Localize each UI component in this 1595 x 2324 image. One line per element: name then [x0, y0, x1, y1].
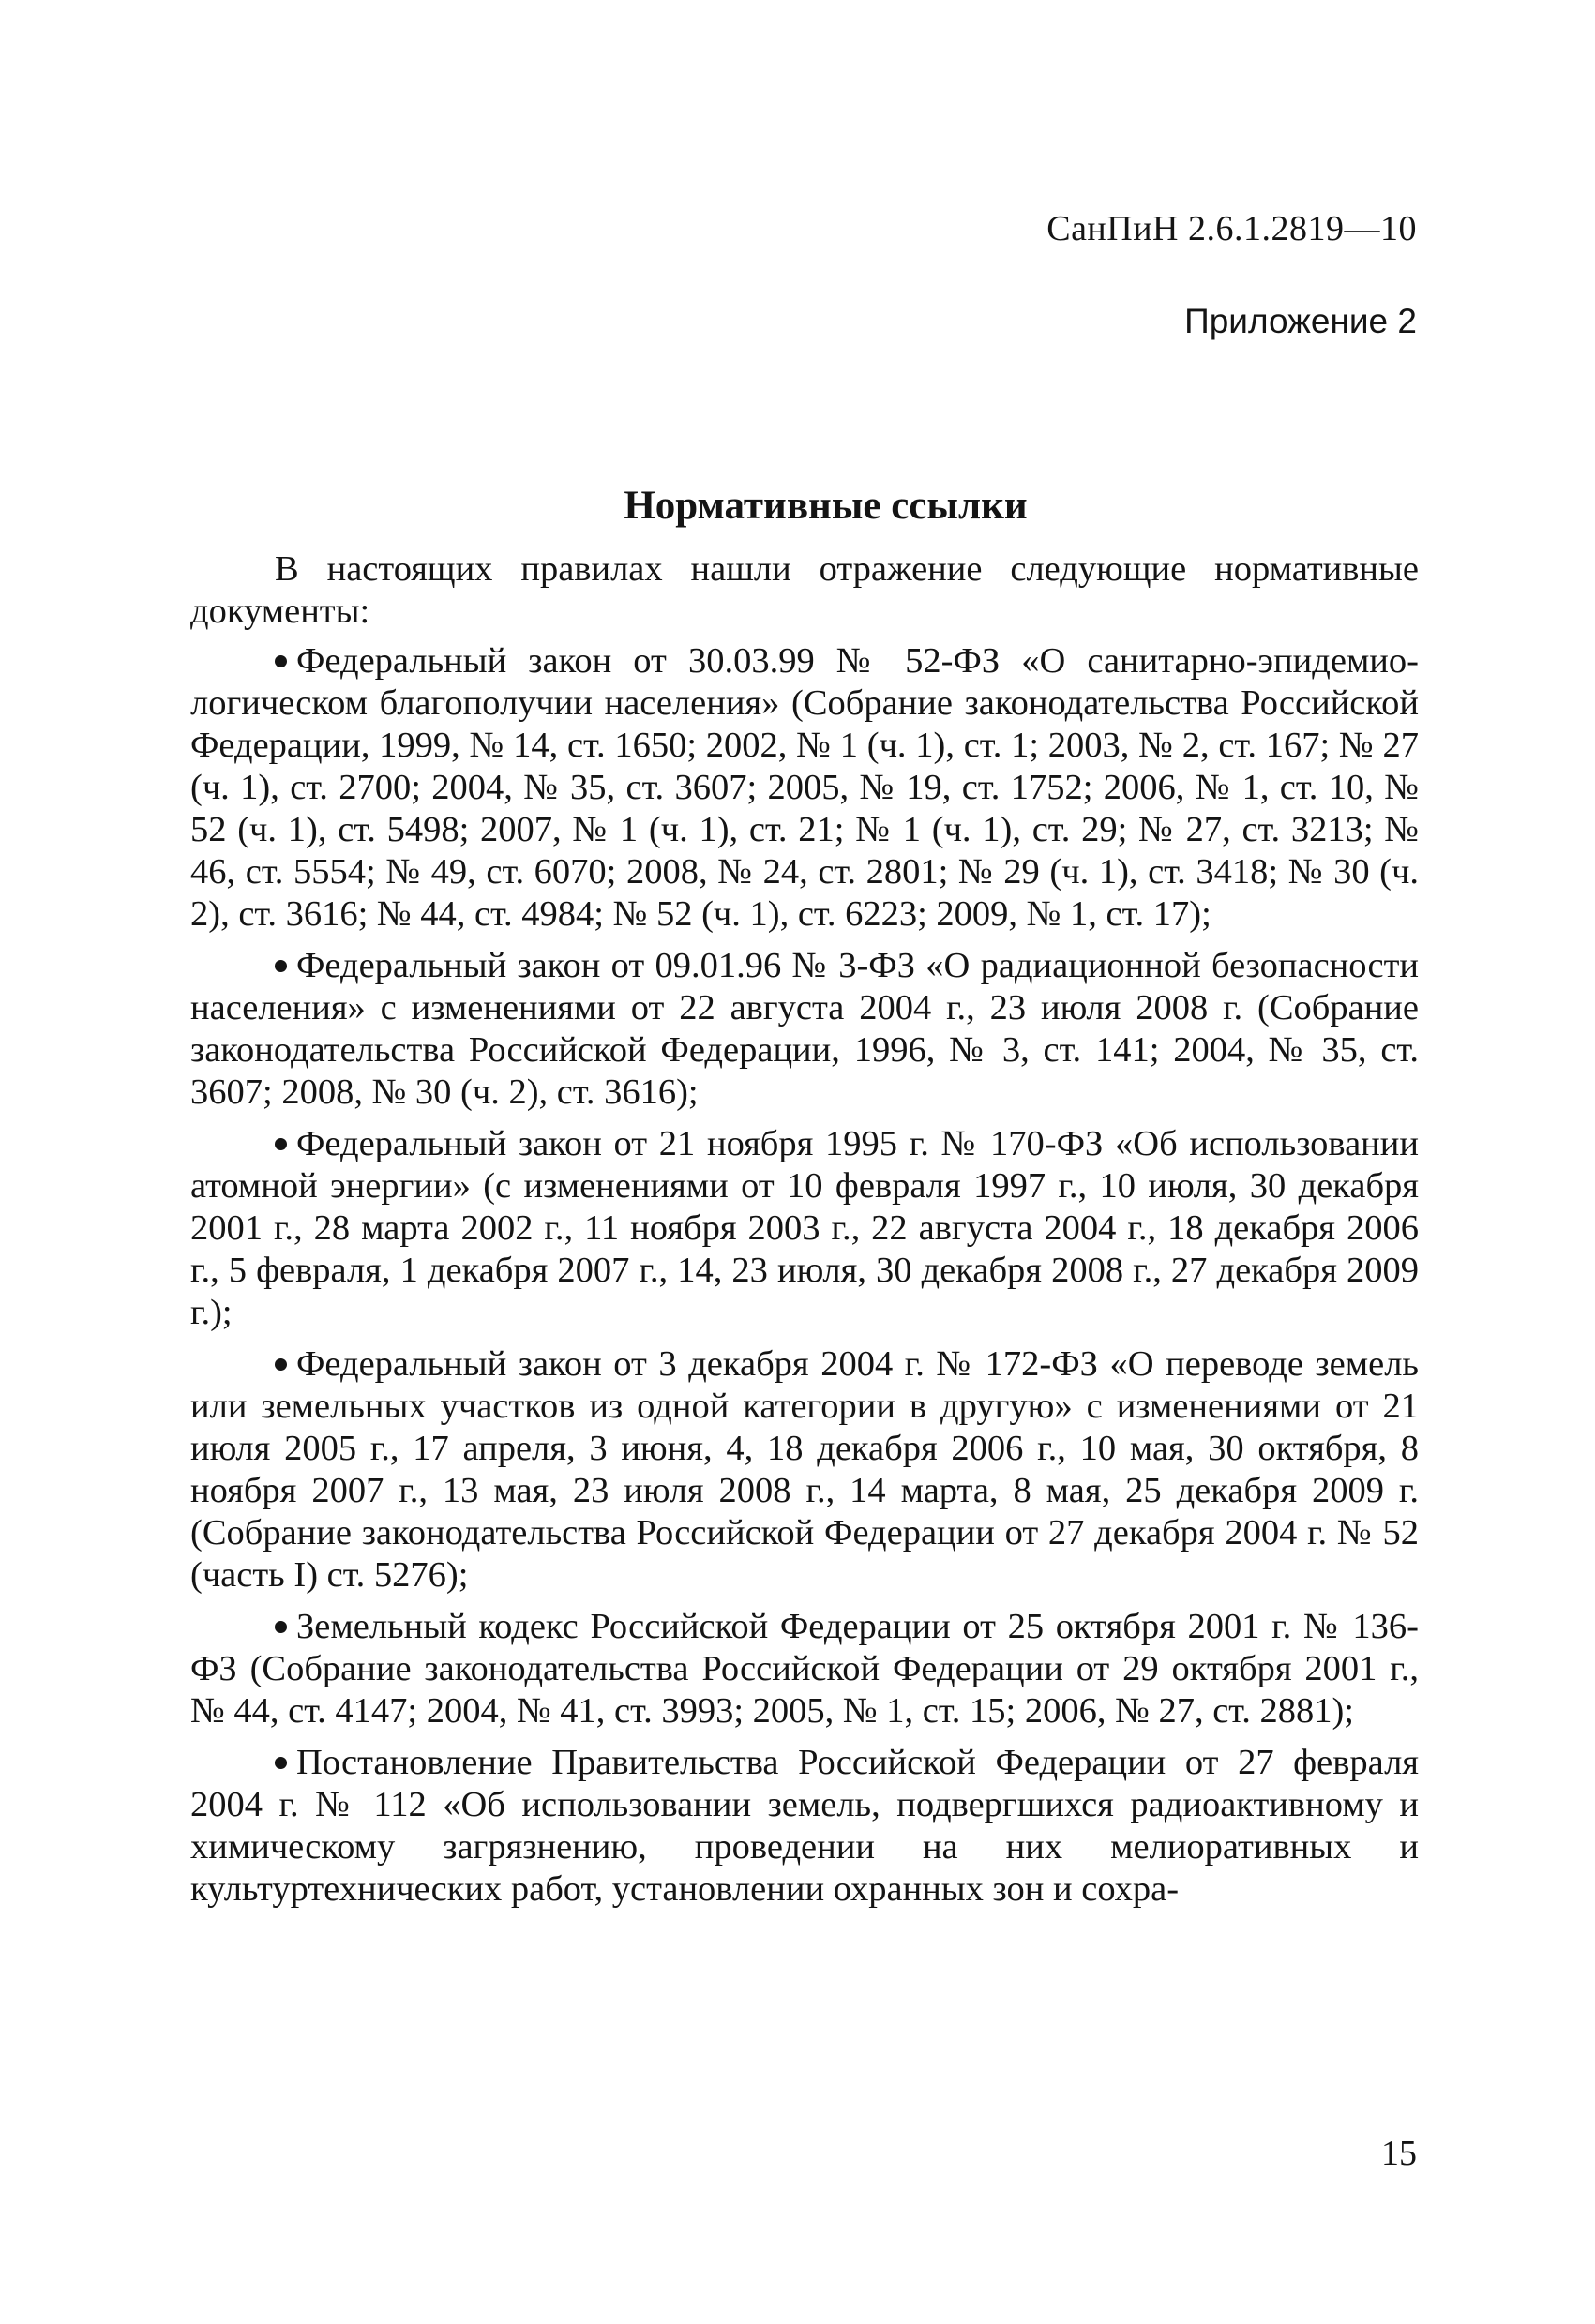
intro-paragraph: В настоящих правилах нашли отражение следующие нормативные документы:: [190, 549, 1419, 631]
bullet-icon: [275, 1757, 287, 1769]
section-title: Нормативные ссылки: [624, 484, 1028, 528]
bullet-icon: [275, 960, 287, 972]
reference-text: Федеральный закон от 09.01.96 № 3-ФЗ «О радиационной безопасности населения» с изменениями от 22 августа 2004 г., 23 июля 2008 г. (Собрание законодательства Российской Федерации, 1996, № 3, ст. 141; 2004, № 35, ст. 3607; 2008, № 30 (ч. 2), ст. 3616);: [190, 946, 1419, 1112]
reference-text: Федеральный закон от 21 ноября 1995 г. № 170-ФЗ «Об использовании атомной энергии» (с изменениями от 10 февраля 1997 г., 10 июля, 30 декабря 2001 г., 28 марта 2002 г., 11 ноября 2003 г., 22 августа 2004 г., 18 декабря 2006 г., 5 февраля, 1 декабря 2007 г., 14, 23 июля, 30 декабря 2008 г., 27 декабря 2009 г.);: [190, 1124, 1419, 1332]
document-code: СанПиН 2.6.1.2819—10: [1046, 209, 1417, 248]
page-number: 15: [1381, 2134, 1417, 2173]
reference-item: [190, 1742, 1419, 1911]
reference-text: Федеральный закон от 30.03.99 № 52-ФЗ «О санитарно-эпидемиологическом благополучии населения» (Собрание законодательства Российской Федерации, 1999, № 14, ст. 1650; 2002, № 1 (ч. 1), ст. 1; 2003, № 2, ст. 167; № 27 (ч. 1), ст. 2700; 2004, № 35, ст. 3607; 2005, № 19, ст. 1752; 2006, № 1, ст. 10, № 52 (ч. 1), ст. 5498; 2007, № 1 (ч. 1), ст. 21; № 1 (ч. 1), ст. 29; № 27, ст. 3213; № 46, ст. 5554; № 49, ст. 6070; 2008, № 24, ст. 2801; № 29 (ч. 1), ст. 3418; № 30 (ч. 2), ст. 3616; № 44, ст. 4984; № 52 (ч. 1), ст. 6223; 2009, № 1, ст. 17);: [190, 641, 1419, 934]
reference-item: [190, 1123, 1419, 1334]
reference-text: Постановление Правительства Российской Федерации от 27 февраля 2004 г. № 112 «Об использовании земель, подвергшихся радиоактивному и химическому загрязнению, проведении на них мелиоративных и культуртехнических работ, установлении охранных зон и сохра-: [190, 1743, 1419, 1909]
bullet-icon: [275, 655, 287, 667]
reference-item: [190, 945, 1419, 1114]
bullet-icon: [275, 1621, 287, 1633]
reference-item: [190, 1606, 1419, 1732]
reference-text: Федеральный закон от 3 декабря 2004 г. № 172-ФЗ «О переводе земель или земельных участков из одной категории в другую» с изменениями от 21 июля 2005 г., 17 апреля, 3 июня, 4, 18 декабря 2006 г., 10 мая, 30 октября, 8 ноября 2007 г., 13 мая, 23 июля 2008 г., 14 марта, 8 мая, 25 декабря 2009 г. (Собрание законодательства Российской Федерации от 27 декабря 2004 г. № 52 (часть I) ст. 5276);: [190, 1344, 1419, 1595]
appendix-label: Приложение 2: [1184, 302, 1417, 340]
bullet-icon: [275, 1358, 287, 1371]
bullet-icon: [275, 1138, 287, 1150]
reference-item: [190, 640, 1419, 936]
body-text: [190, 548, 1419, 1920]
reference-item: [190, 1343, 1419, 1597]
reference-text: Земельный кодекс Российской Федерации от 25 октября 2001 г. № 136-ФЗ (Собрание законодательства Российской Федерации от 29 октября 2001 г., № 44, ст. 4147; 2004, № 41, ст. 3993; 2005, № 1, ст. 15; 2006, № 27, ст. 2881);: [190, 1607, 1419, 1731]
